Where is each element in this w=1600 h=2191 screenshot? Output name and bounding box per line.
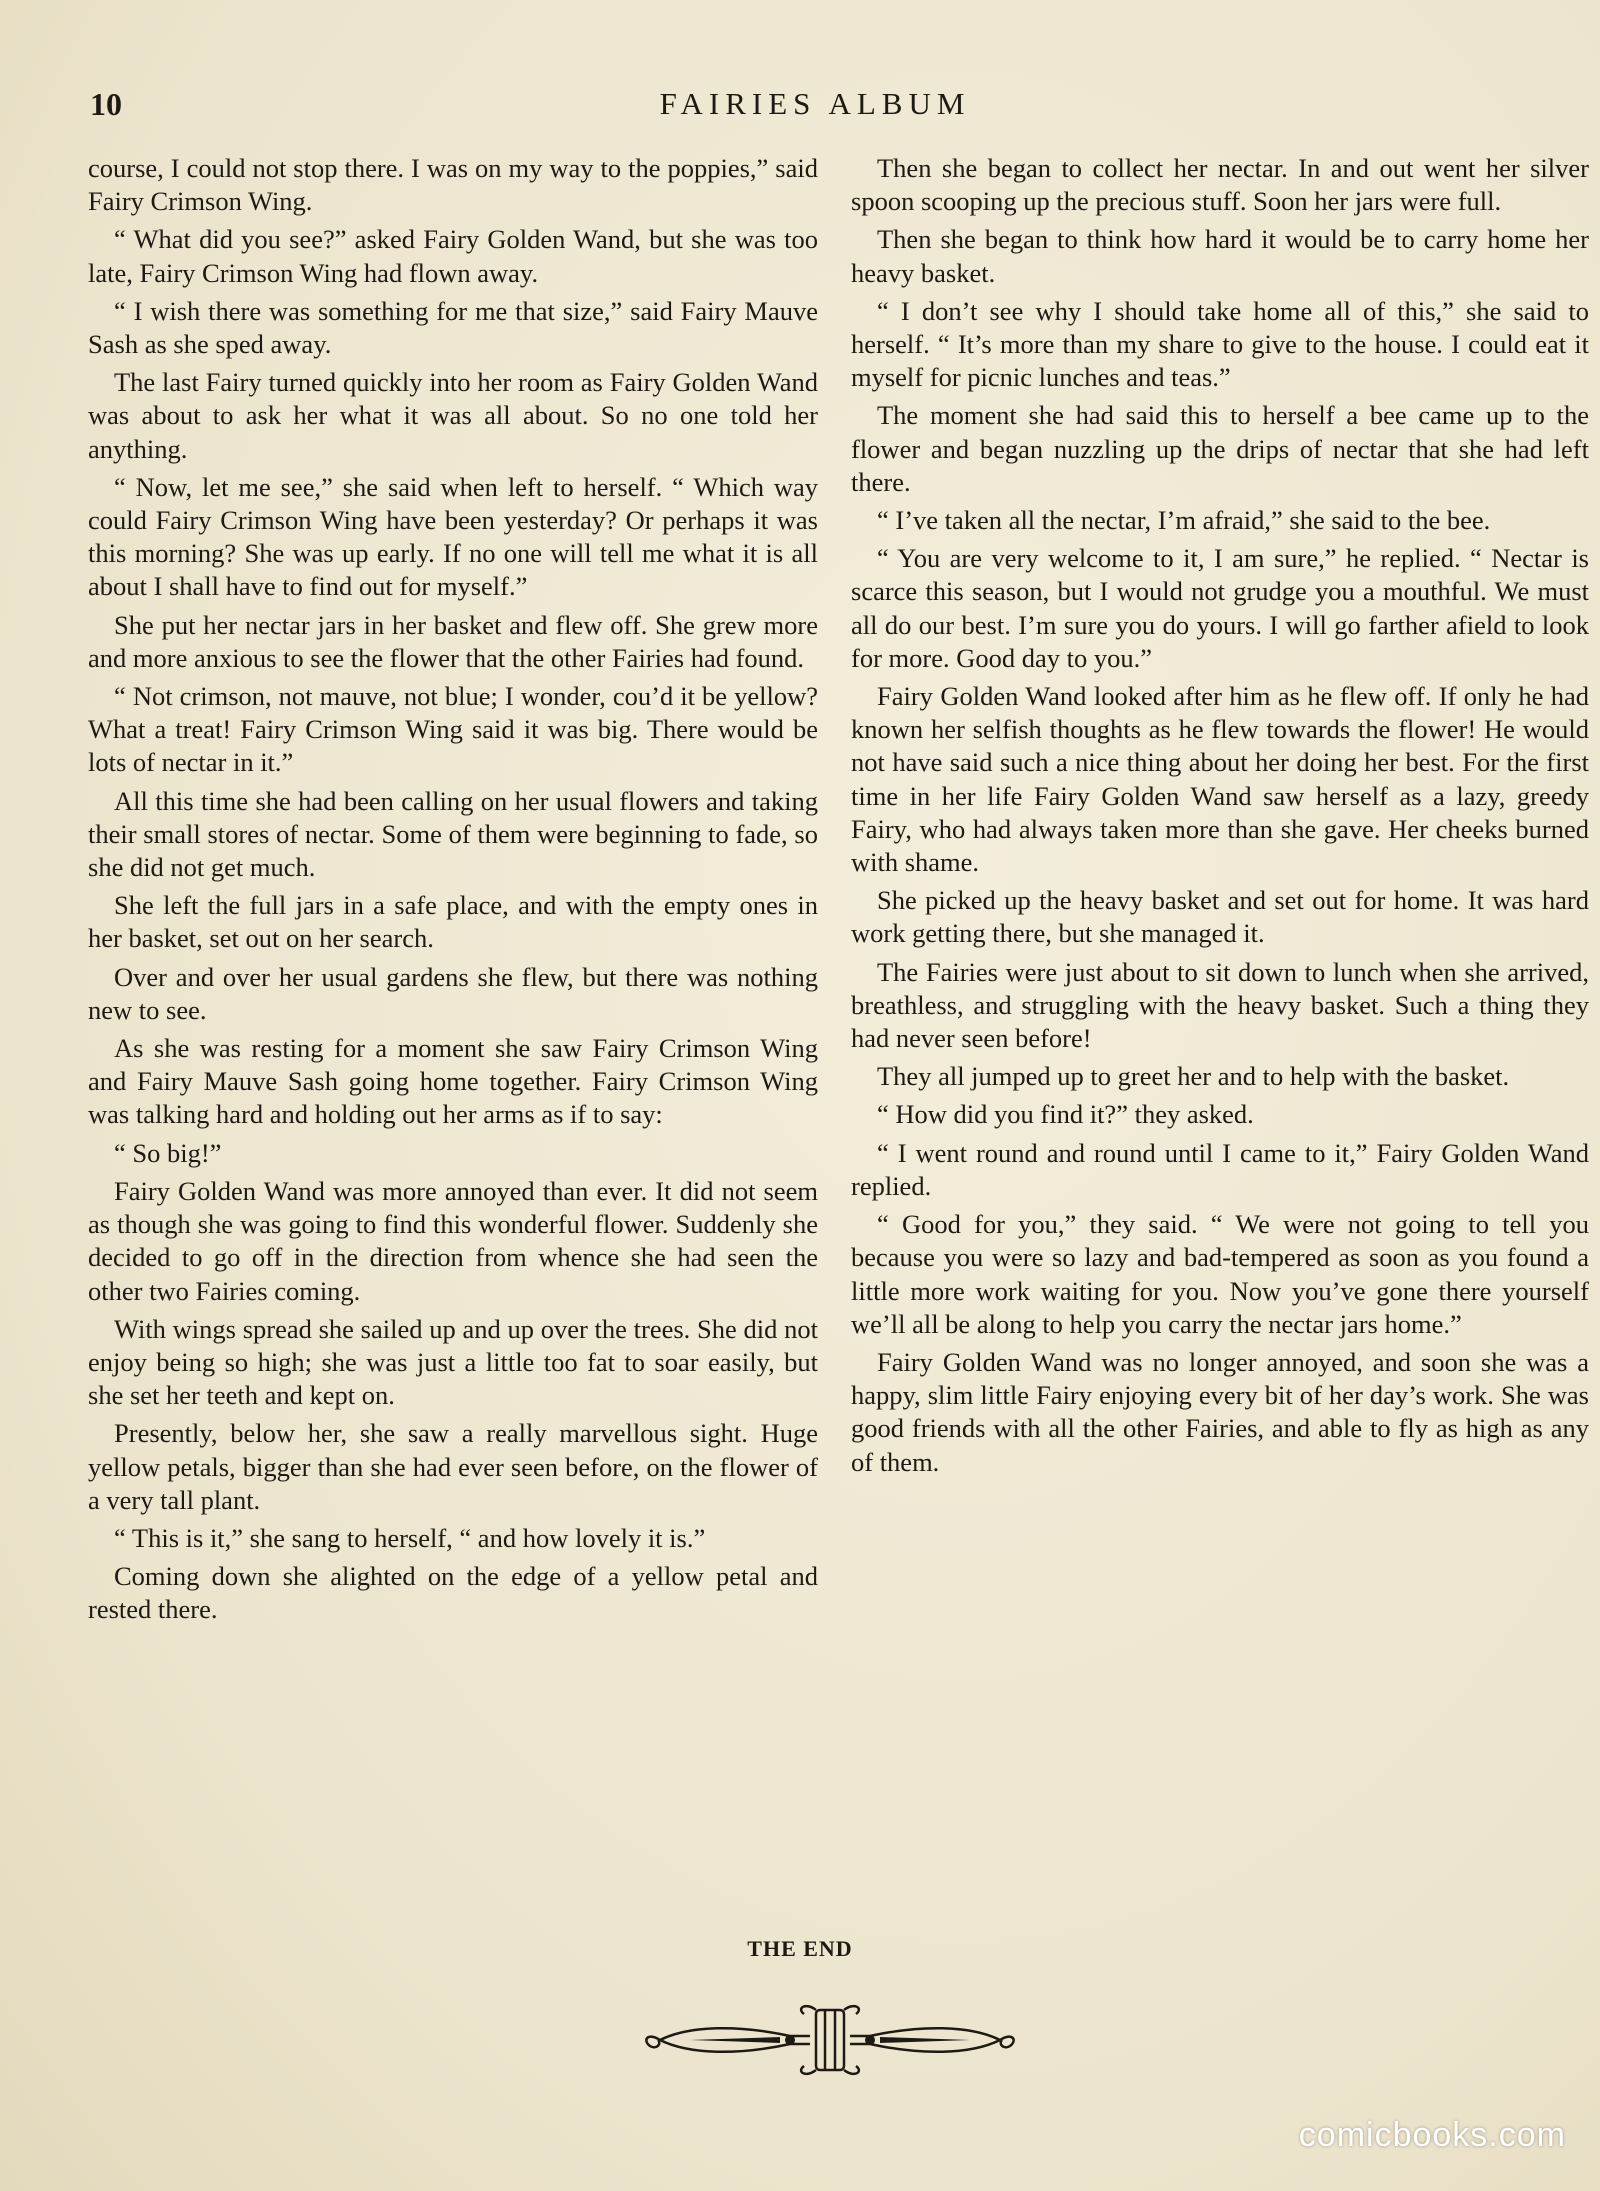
paragraph: Fairy Golden Wand was more annoyed than ever. It did not seem as though she was going to find this wonderful flower. Suddenly she decided to go off in the direction from whence she had seen the other two Fairies coming.	[88, 1175, 818, 1306]
paragraph: Presently, below her, she saw a really marvellous sight. Huge yellow petals, bigger than she had ever seen before, on the flower of a very tall plant.	[88, 1418, 818, 1515]
scroll-ornament-icon	[620, 2000, 1040, 2080]
left-text-column	[88, 152, 818, 1632]
paragraph: “ I wish there was something for me that size,” said Fairy Mauve Sash as she sped away.	[88, 295, 818, 360]
paragraph: The moment she had said this to herself a bee came up to the flower and began nuzzling up the drips of nectar that she had left there.	[851, 400, 1589, 497]
paragraph: “ I’ve taken all the nectar, I’m afraid,” she said to the bee.	[877, 505, 1491, 536]
right-text-column	[851, 152, 1589, 1484]
paragraph: “ Not crimson, not mauve, not blue; I wonder, cou’d it be yellow? What a treat! Fairy Crimson Wing said it was big. There would be lots of nectar in it.”	[88, 681, 818, 778]
paragraph: Then she began to collect her nectar. In and out went her silver spoon scooping up the precious stuff. Soon her jars were full.	[851, 153, 1589, 217]
paragraph: “ I went round and round until I came to it,” Fairy Golden Wand replied.	[851, 1137, 1589, 1201]
paragraph: Then she began to think how hard it would be to carry home her heavy basket.	[851, 224, 1589, 288]
paragraph: “ What did you see?” asked Fairy Golden Wand, but she was too late, Fairy Crimson Wing had flown away.	[88, 224, 818, 288]
page-header	[90, 86, 1540, 126]
paragraph: Over and over her usual gardens she flew, but there was nothing new to see.	[88, 961, 818, 1025]
paragraph: They all jumped up to greet her and to help with the basket.	[877, 1061, 1510, 1092]
paragraph: “ This is it,” she sang to herself, “ and how lovely it is.”	[114, 1522, 706, 1553]
paragraph: With wings spread she sailed up and up over the trees. She did not enjoy being so high; she was just a little too fat to soar easily, but she set her teeth and kept on.	[88, 1313, 818, 1411]
paragraph: Fairy Golden Wand was no longer annoyed, and soon she was a happy, slim little Fairy enjoying every bit of her day’s work. She was good friends with all the other Fairies, and able to fly as high as any of them.	[851, 1346, 1589, 1477]
paragraph: The last Fairy turned quickly into her room as Fairy Golden Wand was about to ask her what it was all about. So no one told her anything.	[88, 367, 818, 464]
the-end-label: THE END	[747, 1936, 853, 1961]
paragraph: Coming down she alighted on the edge of a yellow petal and rested there.	[88, 1561, 818, 1625]
paragraph: As she was resting for a moment she saw Fairy Crimson Wing and Fairy Mauve Sash going home together. Fairy Crimson Wing was talking hard and holding out her arms as if to say:	[88, 1033, 818, 1130]
paragraph: Fairy Golden Wand looked after him as he flew off. If only he had known her selfish thoughts as he flew towards the flower! He would not have said such a nice thing about her doing her best. For the first time in her life Fairy Golden Wand saw herself as a lazy, greedy Fairy, who had always taken more than she gave. Her cheeks burned with shame.	[851, 681, 1589, 878]
paragraph: “ You are very welcome to it, I am sure,” he replied. “ Nectar is scarce this season, but I would not grudge you a mouthful. We must all do our best. I’m sure you do yours. I will go farther afield to look for more. Good day to you.”	[851, 543, 1589, 673]
paragraph: The Fairies were just about to sit down to lunch when she arrived, breathless, and struggling with the heavy basket. Such a thing they had never seen before!	[851, 956, 1589, 1054]
paragraph: She left the full jars in a safe place, and with the empty ones in her basket, set out on her search.	[88, 890, 818, 954]
paragraph: “ I don’t see why I should take home all of this,” she said to herself. “ It’s more than my share to give to the house. I could eat it myself for picnic lunches and teas.”	[851, 295, 1589, 393]
paragraph: course, I could not stop there. I was on my way to the poppies,” said Fairy Crimson Wing.	[88, 153, 818, 217]
paragraph: She picked up the heavy basket and set out for home. It was hard work getting there, but she managed it.	[851, 885, 1589, 949]
paragraph: “ How did you find it?” they asked.	[877, 1099, 1254, 1130]
paragraph: “ So big!”	[114, 1137, 222, 1168]
watermark-text: comicbooks.com	[1298, 2116, 1566, 2154]
paragraph: “ Now, let me see,” she said when left to herself. “ Which way could Fairy Crimson Wing have been yesterday? Or perhaps it was this morning? She was up early. If no one will tell me what it is all about I shall have to find out for myself.”	[88, 471, 818, 602]
page-number: 10	[90, 86, 122, 122]
paragraph: All this time she had been calling on her usual flowers and taking their small stores of nectar. Some of them were beginning to fade, so she did not get much.	[88, 785, 818, 883]
paragraph: “ Good for you,” they said. “ We were not going to tell you because you were so lazy and bad-tempered as soon as you found a little more work waiting for you. Now you’ve gone there yourself we’ll all be along to help you carry the nectar jars home.”	[851, 1209, 1589, 1339]
paragraph: She put her nectar jars in her basket and flew off. She grew more and more anxious to see the flower that the other Fairies had found.	[88, 609, 818, 673]
running-title: FAIRIES ALBUM	[659, 86, 971, 121]
